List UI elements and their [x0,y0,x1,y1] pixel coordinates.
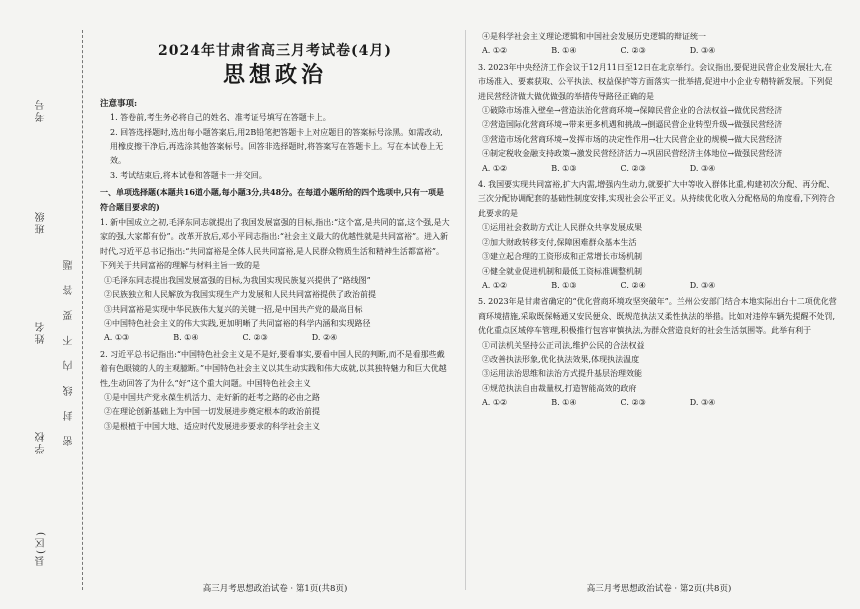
choice-a: A. ①② [482,398,508,408]
q4-option: ③建立起合理的工资形成和正常增长市场机制 [482,252,642,262]
field-district: 县(区) [36,530,47,566]
choice-c: C. ②④ [620,280,646,290]
q3-option: ②营造国际化营商环境→带来更多机遇和挑战→倒逼民营企业转型升级→做强民营经济 [482,120,783,130]
q5-option: ②改善执法形象,优化执法效果,体现执法温度 [482,354,640,364]
q4-option: ④健全就业促进机制和最低工资标准调整机制 [482,266,642,276]
page-1-footer: 高三月考思想政治试卷 · 第1页(共8页) [202,584,348,594]
q3-choices [478,162,840,176]
notice-item: 3. 考试结束后,将本试卷和答题卡一并交回。 [110,170,267,180]
q1-option: ①毛泽东同志提出我国发展富强的目标,为我国实现民族复兴提供了“路线图” [104,275,371,285]
choice-a: A. ①② [482,46,508,56]
choice-b: B. ①④ [173,333,199,343]
q1-option: ②民族独立和人民解放为我国实现生产力发展和人民共同富裕提供了政治前提 [104,290,376,300]
choice-c: C. ②③ [620,398,646,408]
question-5-stem: 5. 2023年是甘肃省确定的“优化营商环境攻坚突破年”。兰州公安部门结合本地实际出台十二项优化营商环境措施,采取既保畅通又安民便众、既规范执法又柔性执法的举措。比如对违停车辆先提醒不处罚,优化重点区域停车管理,积极推行包容审慎执法,为群众营造良好的社会生活氛围等。此举有利于 [478,297,837,336]
choice-a: A. ①② [482,163,508,173]
field-exam-number: 考号 [36,98,47,122]
page-divider [465,30,466,590]
choice-a: A. ①② [482,280,508,290]
subject-title: 思想政治 [222,62,327,89]
question-4-stem: 4. 我国要实现共同富裕,扩大内需,增强内生动力,就要扩大中等收入群体比重,构建初次分配、再分配、三次分配协调配套的基础性制度安排,实现社会公平正义。从持续优化收入分配格局的角度看,下列符合此要求的是 [478,180,836,218]
seal-dashed-line [82,30,83,590]
q2-option: ②在理论创新基础上为中国一切发展进步奠定根本的政治前提 [104,407,320,417]
q5-choices [478,396,840,410]
page-2-footer: 高三月考思想政治试卷 · 第2页(共8页) [586,584,732,594]
binding-margin [0,0,92,609]
q5-option: ③运用法治思维和法治方式提升基层治理效能 [482,369,642,379]
q5-option: ①司法机关坚持公正司法,维护公民的合法权益 [482,340,645,350]
question-1-stem: 1. 新中国成立之初,毛泽东同志就提出了我国发展富强的目标,指出:“这个富,是共同的富,这个强,是大家的强,大家都有份”。改革开放后,邓小平同志指出:“社会主义最大的优越性就是共同富裕”。进入新时代,习近平总书记指出:“共同富裕是全体人民共同富裕,是人民群众物质生活和精神生活都富裕”。下列关于共同富裕的理解与材料主旨一致的是 [100,218,450,271]
choice-b: B. ①④ [551,46,577,56]
choice-d: D. ③④ [689,280,716,290]
q2-option: ④是科学社会主义理论逻辑和中国社会发展历史逻辑的辩证统一 [482,32,706,41]
q5-option: ④规范执法自由裁量权,打造智能高效的政府 [482,383,637,393]
q3-option: ④制定税收金融支持政策→激发民营经济活力→巩固民营经济主体地位→做强民营经济 [482,149,783,159]
exam-title: 2024年甘肃省高三月考试卷(4月) [158,43,392,59]
q4-option: ①运用社会救助方式让人民群众共享发展成果 [482,223,642,233]
q2-option: ③是根植于中国大地、适应时代发展进步要求的科学社会主义 [104,421,320,431]
choice-b: B. ①③ [551,163,577,173]
notice-item: 1. 答卷前,考生务必将自己的姓名、准考证号填写在答题卡上。 [110,113,331,123]
q4-choices [478,279,840,293]
question-2-stem: 2. 习近平总书记指出:“中国特色社会主义是不是好,要看事实,要看中国人民的判断,而不是看那些戴着有色眼镜的人的主观臆断。”中国特色社会主义以其生动实践和伟大成就,以其独特魅力和巨大优越性,生动回答了为什么“好”这个重大问题。中国特色社会主义 [100,349,447,388]
choice-b: B. ①④ [551,398,577,408]
choice-d: D. ③④ [689,398,716,408]
field-school: 学校 [36,430,47,454]
page-2 [478,30,840,411]
choice-d: D. ③④ [689,46,716,56]
q4-option: ②加大财政转移支付,保障困难群众基本生活 [482,237,637,247]
choice-d: D. ②④ [311,333,338,343]
choice-c: C. ②③ [620,46,646,56]
q3-option: ①破除市场准入壁垒→营造法治化营商环境→保障民营企业的合法权益→做优民营经济 [482,106,783,116]
q1-option: ③共同富裕是实现中华民族伟大复兴的关键一招,是中国共产党的最高目标 [104,304,363,314]
choice-d: D. ③④ [689,163,716,173]
choice-a: A. ①③ [104,333,130,343]
q2-choices [478,44,840,58]
choice-c: C. ②③ [620,163,646,173]
notice-item: 2. 回答选择题时,选出每小题答案后,用2B铅笔把答题卡上对应题目的答案标号涂黑。如需改动,用橡皮擦干净后,再选涂其他答案标号。回答非选择题时,将答案写在答题卡上。写在本试卷上无效。 [110,127,444,166]
seal-line-text: 密 封 线 内 不 要 答 题 [64,253,75,447]
question-3-stem: 3. 2023年中央经济工作会议于12月11日至12日在北京举行。会议指出,要促进民营企业发展壮大,在市场准入、要素获取、公平执法、权益保护等方面落实一批举措,促进中小企业专精特新发展。下列促进民营经济做大做优做强的举措传导路径正确的是 [478,62,833,101]
notice-heading: 注意事项: [100,98,138,109]
q1-option: ④中国特色社会主义的伟大实践,更加明晰了共同富裕的科学内涵和实现路径 [104,318,371,328]
choice-c: C. ②③ [242,333,268,343]
choice-b: B. ①③ [551,280,577,290]
section-heading: 一、单项选择题(本题共16道小题,每小题3分,共48分。在每道小题所给的四个选项中,只有一项是符合题目要求的) [100,187,444,212]
q3-option: ③营造市场化营商环境→发挥市场的决定性作用→壮大民营企业的规模→做大民营经济 [482,134,783,144]
field-class: 班级 [36,210,47,234]
q2-option: ①是中国共产党永葆生机活力、走好新的赶考之路的必由之路 [104,392,320,402]
q1-choices [100,331,450,345]
field-name: 姓名 [36,320,47,344]
page-1 [100,30,450,434]
